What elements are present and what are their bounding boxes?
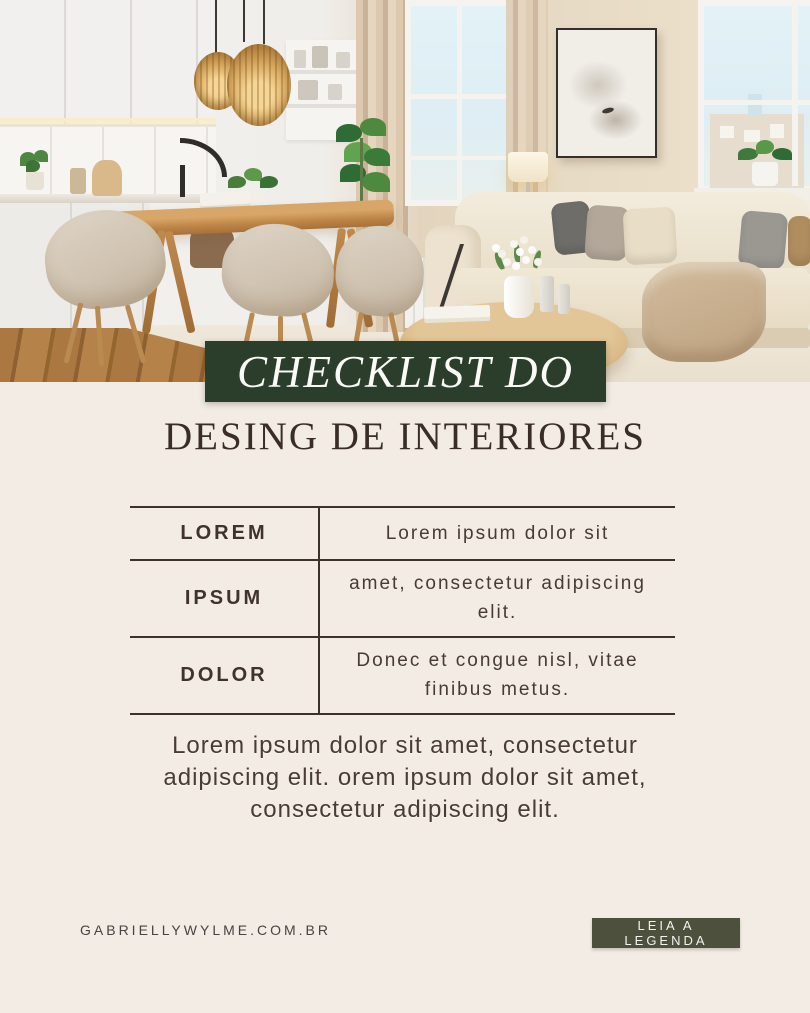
lamp-cord xyxy=(243,0,245,42)
table-row xyxy=(130,559,675,636)
cutting-board xyxy=(92,160,122,196)
banner-title: CHECKLIST DO xyxy=(236,346,574,397)
cushion-gray xyxy=(738,210,789,270)
website-text: GABRIELLYWYLME.COM.BR xyxy=(80,922,332,938)
kitchen-upper-cabinets xyxy=(0,0,216,126)
table-row xyxy=(130,636,675,713)
body-line: Lorem ipsum dolor sit amet, consectetur xyxy=(172,732,638,759)
floor-lamp-shade xyxy=(508,152,548,182)
tall-plant xyxy=(332,118,394,210)
cushion-tan xyxy=(788,216,810,266)
body-paragraph xyxy=(0,730,810,826)
title-banner xyxy=(205,341,606,402)
table-books xyxy=(200,191,251,207)
window-center xyxy=(405,0,513,206)
table-description: Lorem ipsum dolor sit xyxy=(385,522,610,544)
page-subtitle: DESING DE INTERIORES xyxy=(164,415,646,458)
read-caption-button[interactable]: LEIA A LEGENDA xyxy=(592,918,740,948)
table-description: amet, consectetur adipiscing elit. xyxy=(349,573,646,624)
hero-photo xyxy=(0,0,810,382)
table-term: LOREM xyxy=(130,508,320,559)
cushion-cream xyxy=(623,207,678,266)
throw-blanket xyxy=(642,262,766,362)
lamp-cord xyxy=(263,0,265,44)
plant-stem xyxy=(360,138,363,208)
candle-holder xyxy=(558,284,570,314)
white-flowers xyxy=(512,262,520,270)
flower-greens xyxy=(514,244,520,262)
table-description: Donec et congue nisl, vitae finibus metus. xyxy=(356,649,639,701)
plant-pot xyxy=(26,172,44,190)
candle-holder xyxy=(540,276,554,312)
body-line: adipiscing elit. orem ipsum dolor sit amet, xyxy=(163,764,647,791)
faucet-stem xyxy=(180,165,185,197)
checklist-table xyxy=(130,506,675,715)
table-term: IPSUM xyxy=(130,561,320,636)
body-line: consectetur adipiscing elit. xyxy=(250,796,560,823)
table-term: DOLOR xyxy=(130,638,320,713)
counter-jar xyxy=(70,168,86,194)
dining-chair-left xyxy=(45,210,171,368)
sill-plant xyxy=(738,138,794,168)
table-row xyxy=(130,506,675,559)
wall-art-frame xyxy=(556,28,657,158)
flower-vase xyxy=(504,276,534,318)
pendant-lamp-large xyxy=(227,44,291,126)
counter-plant xyxy=(14,150,60,194)
coffee-table-books xyxy=(424,305,490,319)
kitchen-faucet xyxy=(180,138,227,177)
lamp-cord xyxy=(215,0,217,56)
